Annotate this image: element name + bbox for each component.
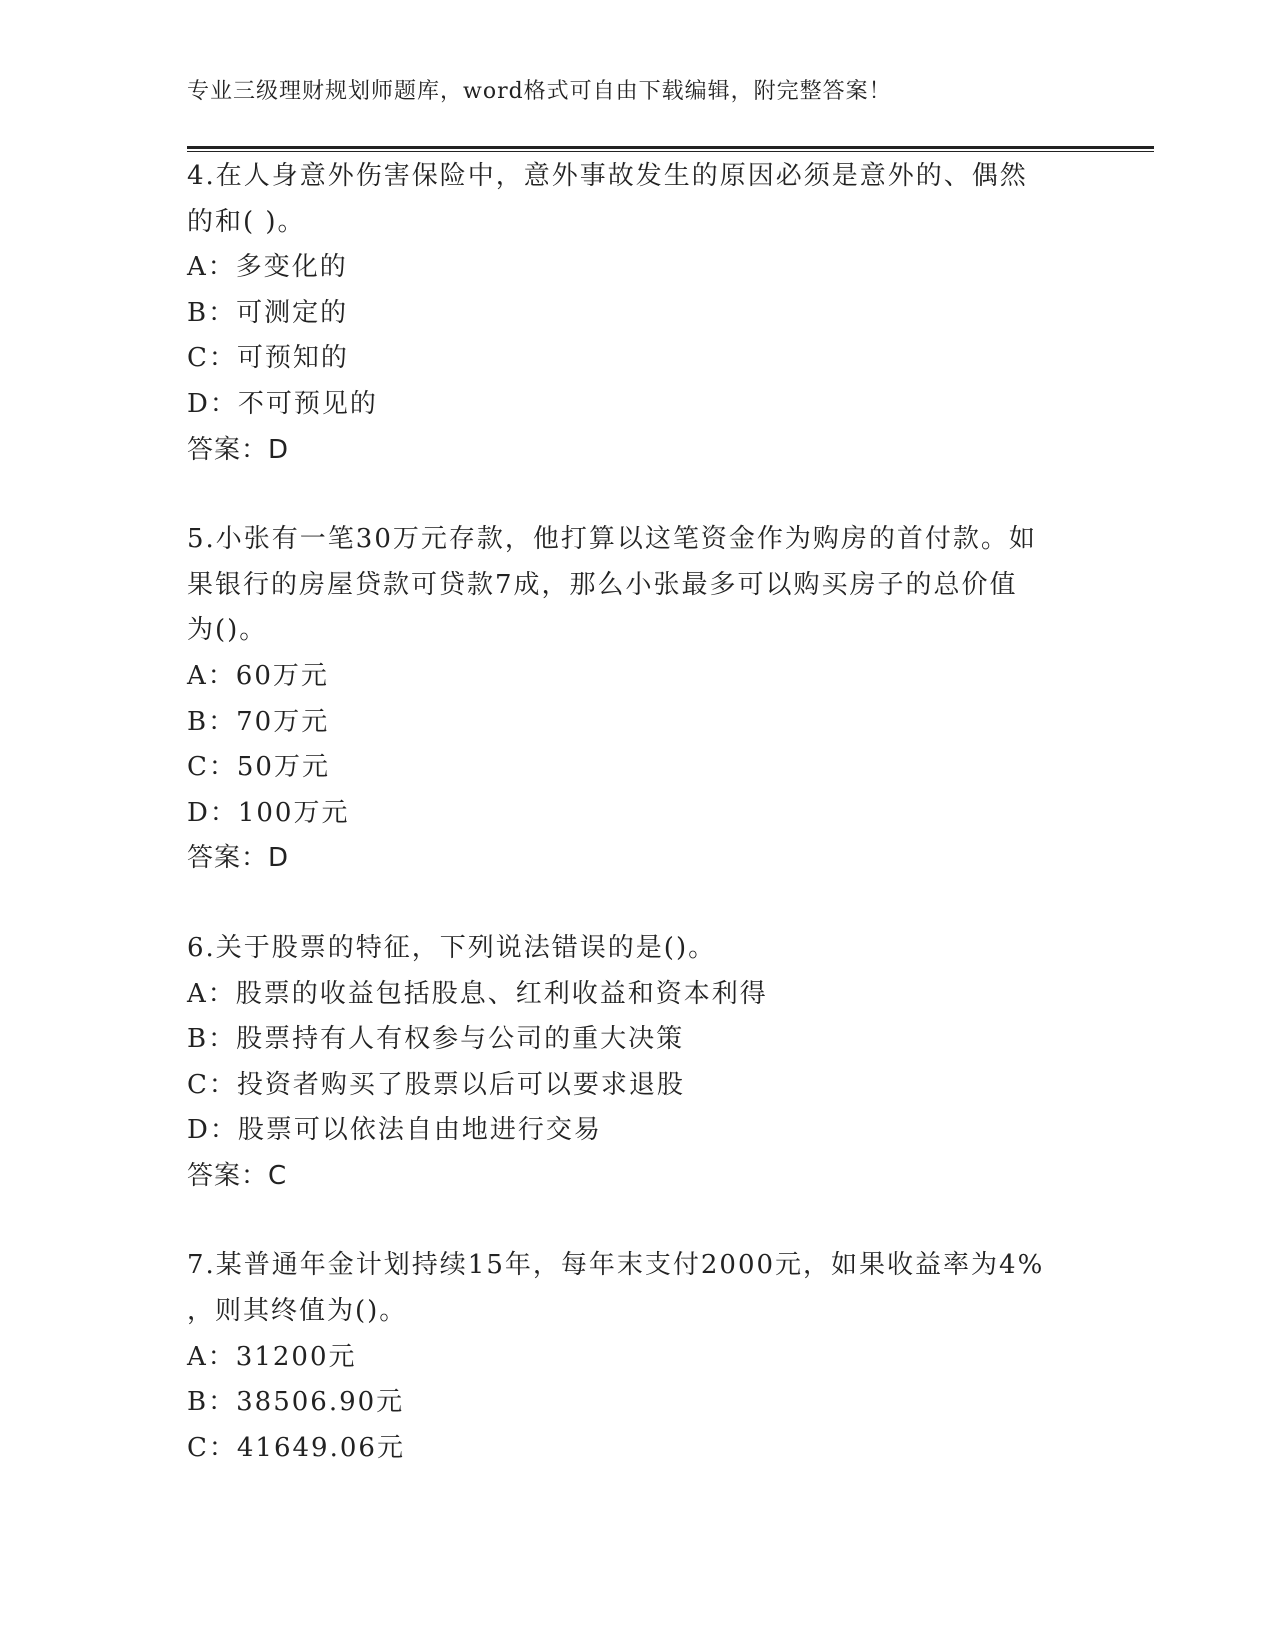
option-b: B：股票持有人有权参与公司的重大决策 — [187, 1024, 685, 1055]
option-b: B：70万元 — [187, 706, 330, 737]
option-d: D：不可预见的 — [187, 388, 378, 419]
option-c: C：可预知的 — [187, 343, 349, 374]
question-stem-line: 6.关于股票的特征，下列说法错误的是()。 — [187, 932, 717, 963]
option-a: A：股票的收益包括股息、红利收益和资本利得 — [187, 978, 768, 1009]
option-c: C：投资者购买了股票以后可以要求退股 — [187, 1069, 685, 1100]
option-c: C：50万元 — [187, 752, 330, 783]
answer-label: 答案：D — [187, 434, 290, 465]
question-stem-line: 的和( )。 — [187, 206, 306, 237]
question-stem-line: 4.在人身意外伤害保险中，意外事故发生的原因必须是意外的、偶然 — [187, 161, 1028, 191]
question-5 — [187, 517, 1147, 882]
option-b: B：可测定的 — [187, 297, 349, 328]
question-4 — [187, 154, 1147, 473]
question-stem-line: 为()。 — [187, 615, 268, 646]
question-list — [187, 154, 1147, 1471]
question-stem-line: 5.小张有一笔30万元存款，他打算以这笔资金作为购房的首付款。如 — [187, 524, 1037, 555]
question-stem-line: 果银行的房屋贷款可贷款7成，那么小张最多可以购买房子的总价值 — [187, 569, 1018, 600]
page-header: 专业三级理财规划师题库，word格式可自由下载编辑，附完整答案！ — [187, 79, 892, 104]
question-6 — [187, 926, 1147, 1200]
option-b: B：38506.90元 — [187, 1387, 405, 1418]
option-c: C：41649.06元 — [187, 1432, 405, 1463]
header-rule — [187, 146, 1154, 152]
option-a: A：60万元 — [187, 660, 329, 691]
answer-label: 答案：C — [187, 1160, 288, 1191]
option-d: D：100万元 — [187, 797, 350, 828]
question-stem-line: ，则其终值为()。 — [187, 1296, 408, 1327]
option-a: A：31200元 — [187, 1341, 357, 1372]
option-d: D：股票可以依法自由地进行交易 — [187, 1115, 602, 1146]
question-stem-line: 7.某普通年金计划持续15年，每年末支付2000元，如果收益率为4% — [187, 1250, 1045, 1281]
option-a: A：多变化的 — [187, 252, 348, 283]
answer-label: 答案：D — [187, 843, 290, 874]
question-7 — [187, 1243, 1147, 1471]
